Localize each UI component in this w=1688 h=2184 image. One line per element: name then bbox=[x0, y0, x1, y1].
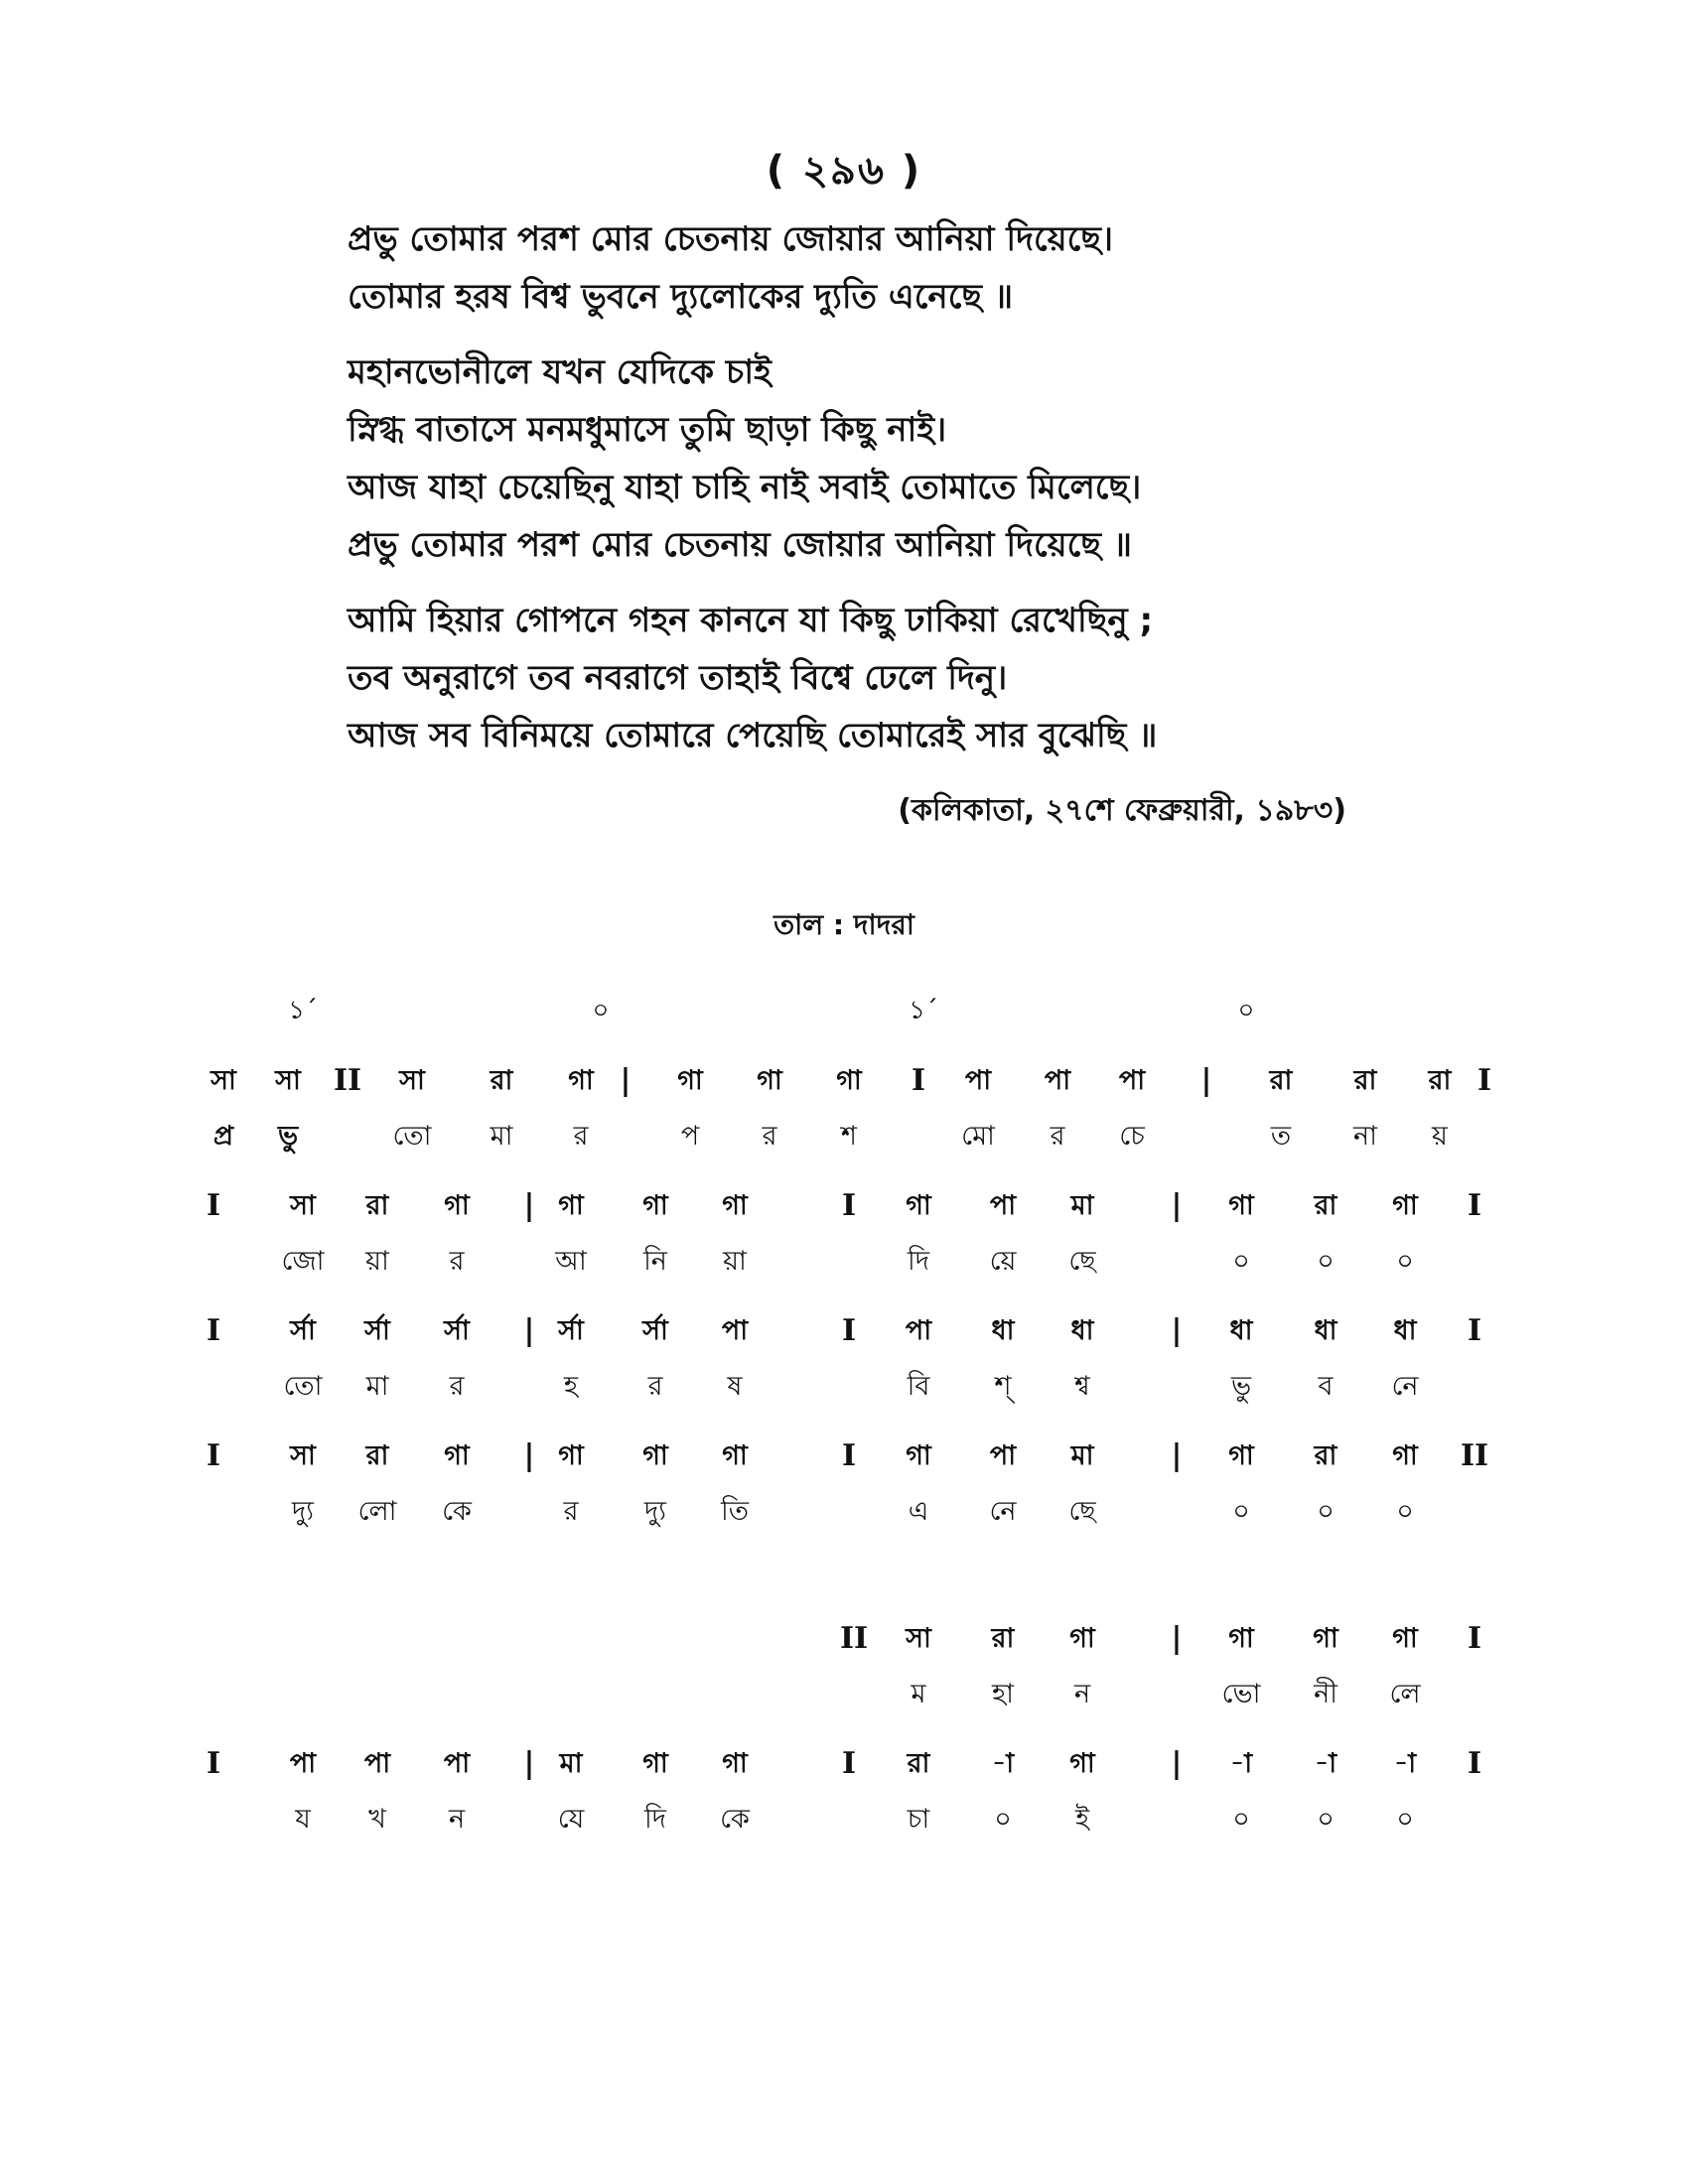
note: রা bbox=[365, 1190, 389, 1221]
bar-line: | bbox=[1171, 1313, 1183, 1348]
note: সা bbox=[399, 1065, 425, 1096]
syllable: হা bbox=[991, 1679, 1014, 1709]
note: সা bbox=[290, 1190, 316, 1221]
syllable: মা bbox=[490, 1121, 513, 1152]
note: গা bbox=[444, 1190, 470, 1221]
syllable: দ্যু bbox=[643, 1496, 666, 1527]
bar-line: | bbox=[1171, 1746, 1183, 1781]
note: রা bbox=[991, 1623, 1015, 1654]
note: ধা bbox=[1314, 1315, 1337, 1346]
double-bar: II bbox=[333, 1063, 362, 1098]
note: গা bbox=[1392, 1623, 1418, 1654]
syllable: হ bbox=[563, 1371, 579, 1402]
syllable: লো bbox=[357, 1496, 397, 1527]
bar-line: I bbox=[841, 1438, 857, 1473]
lyric-line: আমি হিয়ার গোপনে গহন কাননে যা কিছু ঢাকিয়া রেখেছিনু ; bbox=[348, 601, 1154, 640]
bar-line: | bbox=[523, 1313, 535, 1348]
note: গা bbox=[558, 1190, 584, 1221]
syllable: ০ bbox=[1396, 1496, 1414, 1527]
note: রা bbox=[1314, 1440, 1337, 1471]
syllable: তো bbox=[392, 1121, 432, 1152]
syllable: শ bbox=[841, 1121, 857, 1152]
note: পা bbox=[905, 1315, 932, 1346]
syllable: তি bbox=[721, 1496, 749, 1527]
note: -া bbox=[991, 1748, 1015, 1779]
bar-line: I bbox=[841, 1188, 857, 1223]
note: গা bbox=[677, 1065, 703, 1096]
note: গা bbox=[642, 1190, 668, 1221]
beat-mark: ১´ bbox=[909, 996, 938, 1025]
note: র্সা bbox=[364, 1315, 390, 1346]
syllable: প bbox=[680, 1121, 700, 1152]
syllable: ০ bbox=[994, 1804, 1012, 1835]
beat-mark: ১´ bbox=[288, 996, 318, 1025]
note: -া bbox=[1393, 1748, 1417, 1779]
note: রা bbox=[1269, 1065, 1293, 1096]
note: গা bbox=[906, 1440, 931, 1471]
end-bar: I bbox=[1467, 1313, 1482, 1348]
note: পা bbox=[989, 1190, 1017, 1221]
syllable: ই bbox=[1074, 1804, 1090, 1835]
syllable: নি bbox=[643, 1246, 667, 1277]
start-bar: I bbox=[206, 1438, 221, 1473]
syllable: নে bbox=[1391, 1371, 1419, 1402]
syllable: ০ bbox=[1232, 1246, 1250, 1277]
note: গা bbox=[906, 1190, 931, 1221]
end-bar: II bbox=[1460, 1438, 1489, 1473]
note: গা bbox=[642, 1748, 668, 1779]
end-bar: I bbox=[1477, 1063, 1492, 1098]
syllable: ছে bbox=[1068, 1246, 1096, 1277]
syllable: য়া bbox=[723, 1246, 747, 1277]
note: পা bbox=[1044, 1065, 1071, 1096]
syllable: খ bbox=[368, 1804, 386, 1835]
end-bar: I bbox=[1467, 1188, 1482, 1223]
note: ধা bbox=[1229, 1315, 1253, 1346]
note: পা bbox=[721, 1315, 749, 1346]
syllable: ভো bbox=[1221, 1679, 1261, 1709]
note: পা bbox=[289, 1748, 317, 1779]
end-bar: I bbox=[1467, 1621, 1482, 1656]
note: গা bbox=[1069, 1748, 1095, 1779]
note: গা bbox=[444, 1440, 470, 1471]
syllable: শ্ব bbox=[1074, 1371, 1090, 1402]
start-bar: II bbox=[839, 1621, 869, 1656]
pickup-syllable: ভু bbox=[277, 1121, 299, 1152]
syllable: ন bbox=[448, 1804, 466, 1835]
bar-line: | bbox=[1171, 1621, 1183, 1656]
lyric-line: প্রভু তোমার পরশ মোর চেতনায় জোয়ার আনিয়া দিয়েছে। bbox=[348, 219, 1114, 259]
syllable: মো bbox=[961, 1121, 995, 1152]
syllable: এ bbox=[908, 1496, 929, 1527]
syllable: শ্ bbox=[994, 1371, 1012, 1402]
note: গা bbox=[1392, 1190, 1418, 1221]
syllable: র bbox=[573, 1121, 589, 1152]
syllable: দি bbox=[908, 1246, 929, 1277]
note: গা bbox=[1069, 1623, 1095, 1654]
beat-mark: ০ bbox=[592, 996, 610, 1025]
note: গা bbox=[722, 1748, 748, 1779]
note: রা bbox=[1428, 1065, 1452, 1096]
note: পা bbox=[964, 1065, 992, 1096]
note: পা bbox=[443, 1748, 471, 1779]
syllable: য bbox=[295, 1804, 311, 1835]
syllable: ষ bbox=[727, 1371, 743, 1402]
note: গা bbox=[642, 1440, 668, 1471]
beat-mark: ০ bbox=[1237, 996, 1255, 1025]
syllable: র bbox=[449, 1246, 465, 1277]
note: র্সা bbox=[558, 1315, 584, 1346]
syllable: তো bbox=[283, 1371, 323, 1402]
note: র্সা bbox=[444, 1315, 470, 1346]
syllable: কে bbox=[442, 1496, 472, 1527]
syllable: ০ bbox=[1232, 1496, 1250, 1527]
lyric-line: আজ সব বিনিময়ে তোমারে পেয়েছি তোমারেই সার বুঝেছি ॥ bbox=[348, 716, 1158, 755]
note: গা bbox=[1313, 1623, 1338, 1654]
syllable: র bbox=[1050, 1121, 1065, 1152]
bar-line: | bbox=[620, 1063, 632, 1098]
bar-line: | bbox=[523, 1188, 535, 1223]
syllable: ভু bbox=[1230, 1371, 1252, 1402]
syllable: ০ bbox=[1317, 1496, 1335, 1527]
lyric-line: তব অনুরাগে তব নবরাগে তাহাই বিশ্বে ঢেলে দিনু। bbox=[348, 658, 1008, 698]
syllable: য়ে bbox=[989, 1246, 1017, 1277]
syllable: চা bbox=[907, 1804, 930, 1835]
syllable: র bbox=[563, 1496, 579, 1527]
note: গা bbox=[1228, 1440, 1254, 1471]
note: গা bbox=[1228, 1623, 1254, 1654]
note: পা bbox=[363, 1748, 391, 1779]
note: র্সা bbox=[642, 1315, 668, 1346]
syllable: মা bbox=[365, 1371, 389, 1402]
bar-line: I bbox=[911, 1063, 926, 1098]
note: গা bbox=[1228, 1190, 1254, 1221]
note: র্সা bbox=[290, 1315, 316, 1346]
note: পা bbox=[989, 1440, 1017, 1471]
note: গা bbox=[757, 1065, 782, 1096]
syllable: য় bbox=[1432, 1121, 1448, 1152]
start-bar: I bbox=[206, 1313, 221, 1348]
note: রা bbox=[1314, 1190, 1337, 1221]
note: রা bbox=[490, 1065, 513, 1096]
pickup-note: সা bbox=[211, 1065, 236, 1096]
note: গা bbox=[558, 1440, 584, 1471]
note: সা bbox=[290, 1440, 316, 1471]
note: -া bbox=[1314, 1748, 1337, 1779]
syllable: দ্যু bbox=[291, 1496, 314, 1527]
syllable: যে bbox=[557, 1804, 585, 1835]
syllable: লে bbox=[1389, 1679, 1421, 1709]
page-number: ( ২৯৬ ) bbox=[766, 148, 922, 194]
bar-line: | bbox=[1171, 1438, 1183, 1473]
syllable: আ bbox=[555, 1246, 587, 1277]
note: পা bbox=[1118, 1065, 1146, 1096]
note: রা bbox=[1353, 1065, 1377, 1096]
note: গা bbox=[1392, 1440, 1418, 1471]
lyric-line: স্নিগ্ধ বাতাসে মনমধুমাসে তুমি ছাড়া কিছু নাই। bbox=[348, 410, 947, 450]
syllable: য়া bbox=[365, 1246, 389, 1277]
date-place-line: (কলিকাতা, ২৭শে ফেব্রুয়ারী, ১৯৮৩) bbox=[898, 793, 1346, 828]
syllable: ০ bbox=[1396, 1246, 1414, 1277]
bar-line: | bbox=[523, 1746, 535, 1781]
lyric-line: তোমার হরষ বিশ্ব ভুবনে দ্যুলোকের দ্যুতি এনেছে ॥ bbox=[348, 277, 1014, 317]
syllable: ম bbox=[911, 1679, 926, 1709]
syllable: না bbox=[1353, 1121, 1377, 1152]
note: ধা bbox=[1070, 1315, 1094, 1346]
note: -া bbox=[1229, 1748, 1253, 1779]
lyric-line: আজ যাহা চেয়েছিনু যাহা চাহি নাই সবাই তোমাতে মিলেছে। bbox=[348, 468, 1142, 507]
syllable: ০ bbox=[1232, 1804, 1250, 1835]
pickup-syllable: প্র bbox=[212, 1121, 234, 1152]
syllable: ছে bbox=[1068, 1496, 1096, 1527]
taal-heading: তাল : দাদরা bbox=[774, 908, 914, 941]
syllable: বি bbox=[907, 1371, 930, 1402]
note: ধা bbox=[1393, 1315, 1417, 1346]
bar-line: I bbox=[841, 1746, 857, 1781]
lyric-line: প্রভু তোমার পরশ মোর চেতনায় জোয়ার আনিয়া দিয়েছে ॥ bbox=[348, 525, 1132, 565]
note: মা bbox=[1070, 1190, 1094, 1221]
syllable: ব bbox=[1318, 1371, 1334, 1402]
syllable: চে bbox=[1119, 1121, 1145, 1152]
note: মা bbox=[1070, 1440, 1094, 1471]
note: গা bbox=[836, 1065, 862, 1096]
bar-line: | bbox=[1171, 1188, 1183, 1223]
note: গা bbox=[568, 1065, 594, 1096]
note: ধা bbox=[991, 1315, 1015, 1346]
syllable: ন bbox=[1073, 1679, 1091, 1709]
syllable: র bbox=[647, 1371, 663, 1402]
syllable: ০ bbox=[1396, 1804, 1414, 1835]
start-bar: I bbox=[206, 1188, 221, 1223]
syllable: ত bbox=[1270, 1121, 1292, 1152]
syllable: র bbox=[449, 1371, 465, 1402]
note: গা bbox=[722, 1440, 748, 1471]
syllable: নে bbox=[989, 1496, 1017, 1527]
note: সা bbox=[906, 1623, 931, 1654]
lyric-line: মহানভোনীলে যখন যেদিকে চাই bbox=[348, 352, 772, 392]
note: রা bbox=[907, 1748, 930, 1779]
syllable: কে bbox=[720, 1804, 750, 1835]
bar-line: | bbox=[523, 1438, 535, 1473]
bar-line: I bbox=[841, 1313, 857, 1348]
syllable: র bbox=[762, 1121, 777, 1152]
pickup-note: সা bbox=[275, 1065, 301, 1096]
syllable: নী bbox=[1314, 1679, 1337, 1709]
note: গা bbox=[722, 1190, 748, 1221]
syllable: জো bbox=[281, 1246, 325, 1277]
note: রা bbox=[365, 1440, 389, 1471]
syllable: ০ bbox=[1317, 1804, 1335, 1835]
end-bar: I bbox=[1467, 1746, 1482, 1781]
syllable: দি bbox=[644, 1804, 666, 1835]
start-bar: I bbox=[206, 1746, 221, 1781]
syllable: ০ bbox=[1317, 1246, 1335, 1277]
bar-line: | bbox=[1200, 1063, 1212, 1098]
note: মা bbox=[559, 1748, 583, 1779]
